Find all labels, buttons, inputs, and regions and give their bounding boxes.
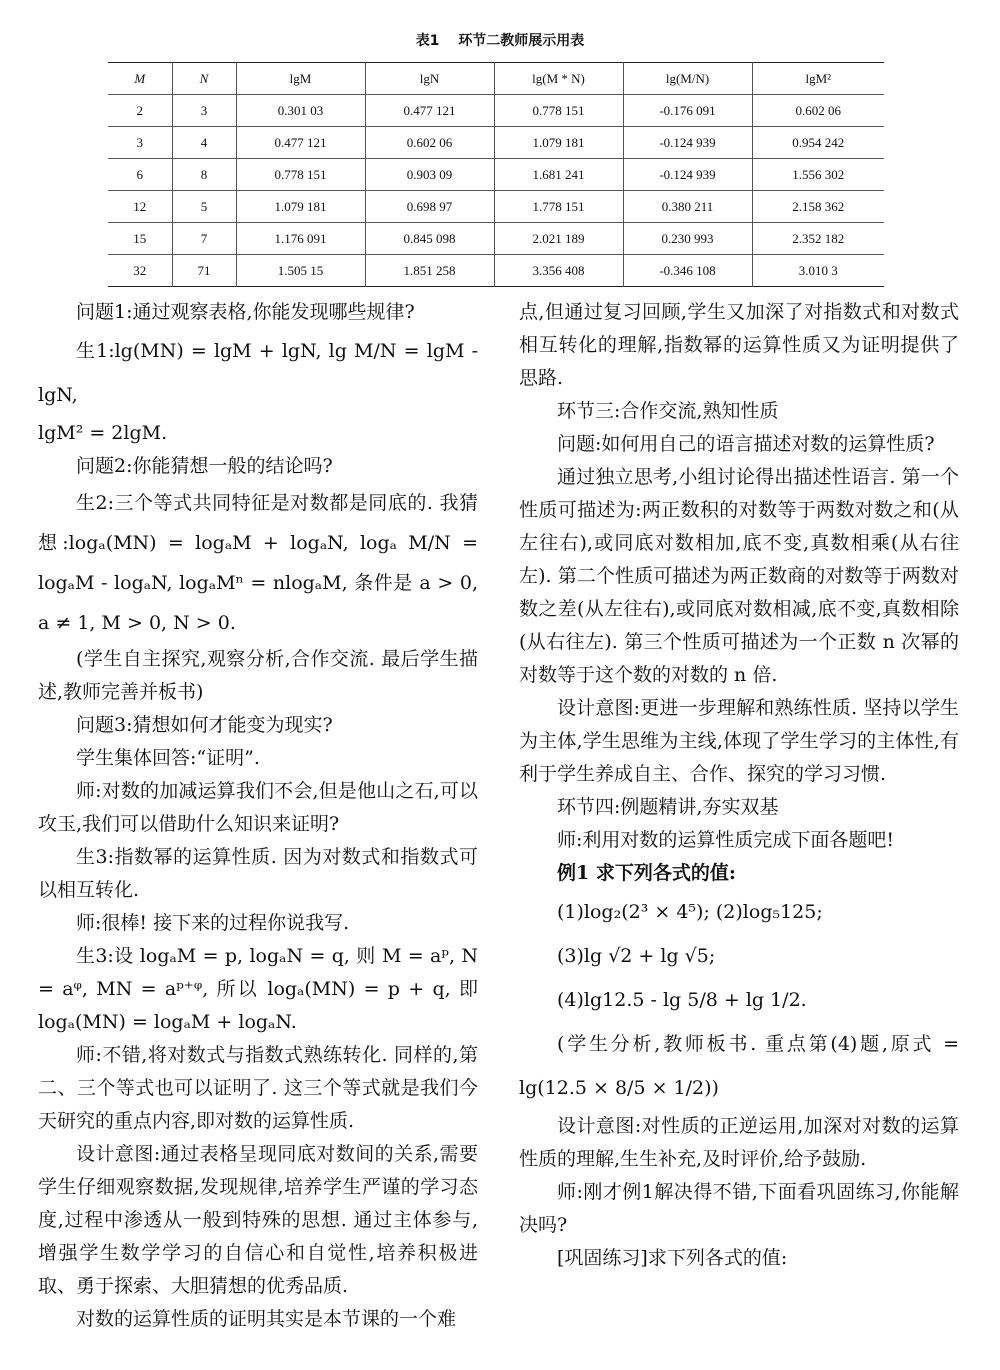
table-cell: 32 — [133, 262, 147, 278]
table-cell: 1.176 091 — [236, 223, 365, 255]
table-cell: 0.954 242 — [752, 127, 884, 159]
table-cell: 1.681 241 — [494, 159, 623, 191]
stage-3-question: 问题:如何用自己的语言描述对数的运算性质? — [557, 433, 935, 455]
header-lg-quotient: lg(M/N) — [623, 63, 752, 95]
table-cell: 0.602 06 — [365, 127, 494, 159]
header-n: N — [172, 63, 236, 95]
property-descriptions: 通过独立思考,小组讨论得出描述性语言. 第一个性质可描述为:两正数积的对数等于两数对数之和(从左往右),或同底对数相加,底不变,真数相乘(从右往左). 第二个性质可描述为两正数商的对数等于两数对数之差(从左往右),或同底对数相减,底不变,真数相除(从右往左). 第三个性质可描述为一个正数 n 次幂的对数等于这个数的对数的 n 倍. — [519, 466, 959, 686]
student-exploration-note: (学生自主探究,观察分析,合作交流. 最后学生描述,教师完善并板书) — [38, 648, 478, 703]
table-cell: -0.124 939 — [623, 159, 752, 191]
practice-prompt: [巩固练习]求下列各式的值: — [557, 1247, 788, 1269]
table-row — [108, 191, 884, 223]
table-row — [108, 223, 884, 255]
teacher-instruction: 师:利用对数的运算性质完成下面各题吧! — [557, 829, 895, 851]
table-cell: -0.124 939 — [623, 127, 752, 159]
table-cell: 4 — [172, 127, 236, 159]
student-1-answer: 生1:lg(MN) = lgM + lgN, lg M/N = lgM - lgN, — [38, 340, 478, 406]
student-1-answer-cont: lgM² = 2lgM. — [38, 422, 168, 444]
table-cell: 71 — [172, 255, 236, 287]
design-intent-3: 设计意图:对性质的正逆运用,加深对对数的运算性质的理解,生生补充,及时评价,给予鼓励. — [519, 1115, 959, 1170]
header-lg-product: lg(M * N) — [494, 63, 623, 95]
table-cell: 0.845 098 — [365, 223, 494, 255]
example-1-part-4: (4)lg12.5 - lg 5/8 + lg 1/2. — [557, 989, 807, 1011]
example-1-parts-1-2: (1)log₂(2³ × 4⁵); (2)log₅125; — [557, 901, 823, 923]
example-1-title: 例1 求下列各式的值: — [557, 862, 736, 884]
question-2: 问题2:你能猜想一般的结论吗? — [76, 455, 333, 477]
table-cell: 0.778 151 — [236, 159, 365, 191]
header-lgm: lgM — [236, 63, 365, 95]
table-cell: 8 — [172, 159, 236, 191]
student-3-proof: 生3:设 logₐM = p, logₐN = q, 则 M = aᵖ, N = aᵠ, MN = aᵖ⁺ᵠ, 所以 logₐ(MN) = p + q, 即logₐ(MN) = logₐM + logₐN. — [38, 945, 478, 1033]
table-caption-number: 表1 — [415, 33, 440, 49]
teacher-praise: 师:很棒! 接下来的过程你说我写. — [76, 912, 350, 934]
table-cell: 0.903 09 — [365, 159, 494, 191]
table-cell: 12 — [133, 198, 147, 214]
table-cell: 15 — [133, 230, 147, 246]
header-lg-square: lgM² — [752, 63, 884, 95]
table-cell: 0.230 993 — [623, 223, 752, 255]
table-caption — [0, 30, 1000, 50]
difficulty-continuation: 点,但通过复习回顾,学生又加深了对指数式和对数式相互转化的理解,指数幂的运算性质又为证明提供了思路. — [519, 301, 959, 389]
table-header-row — [108, 63, 884, 95]
table-row — [108, 127, 884, 159]
table-cell: 5 — [172, 191, 236, 223]
stage-3-heading: 环节三:合作交流,熟知性质 — [557, 400, 779, 422]
design-intent-2: 设计意图:更进一步理解和熟练性质. 坚持以学生为主体,学生思维为主线,体现了学生学习的主体性,有利于学生养成自主、合作、探究的学习习惯. — [519, 697, 959, 785]
table-row — [108, 95, 884, 127]
teacher-prompt: 师:对数的加减运算我们不会,但是他山之石,可以攻玉,我们可以借助什么知识来证明? — [38, 780, 478, 835]
table-cell: 7 — [172, 223, 236, 255]
table-cell: 1.778 151 — [494, 191, 623, 223]
table-row — [108, 159, 884, 191]
table-caption-title: 环节二教师展示用表 — [458, 33, 585, 49]
table-cell: 6 — [136, 166, 143, 182]
table-cell: 0.380 211 — [623, 191, 752, 223]
teacher-summary: 师:不错,将对数式与指数式熟练转化. 同样的,第二、三个等式也可以证明了. 这三个等式就是我们今天研究的重点内容,即对数的运算性质. — [38, 1044, 478, 1132]
table-row — [108, 255, 884, 287]
left-column — [38, 296, 478, 1336]
table-cell: 1.079 181 — [494, 127, 623, 159]
stage-4-heading: 环节四:例题精讲,夯实双基 — [557, 796, 779, 818]
teacher-transition: 师:刚才例1解决得不错,下面看巩固练习,你能解决吗? — [519, 1181, 959, 1236]
student-3-answer: 生3:指数幂的运算性质. 因为对数式和指数式可以相互转化. — [38, 846, 478, 901]
table-cell: 0.602 06 — [752, 95, 884, 127]
question-3: 问题3:猜想如何才能变为现实? — [76, 714, 333, 736]
table-cell: 3 — [172, 95, 236, 127]
table-cell: 1.556 302 — [752, 159, 884, 191]
student-2-conjecture: 生2:三个等式共同特征是对数都是同底的. 我猜想:logₐ(MN) = logₐM + logₐN, logₐ M/N = logₐM - logₐN, logₐMⁿ = nlogₐM, 条件是 a > 0, a ≠ 1, M > 0, N > 0. — [38, 492, 478, 634]
header-lgn: lgN — [365, 63, 494, 95]
table-cell: 0.477 121 — [365, 95, 494, 127]
question-1: 问题1:通过观察表格,你能发现哪些规律? — [76, 301, 415, 323]
header-m: M — [134, 70, 146, 86]
design-intent-1: 设计意图:通过表格呈现同底对数间的关系,需要学生仔细观察数据,发现规律,培养学生严谨的学习态度,过程中渗透从一般到特殊的思想. 通过主体参与,增强学生数学学习的自信心和自觉性,培养积极进取、勇于探索、大胆猜想的优秀品质. — [38, 1143, 478, 1297]
proof-difficulty-note: 对数的运算性质的证明其实是本节课的一个难 — [76, 1308, 457, 1330]
table-cell: 0.477 121 — [236, 127, 365, 159]
table-cell: 2.352 182 — [752, 223, 884, 255]
table-cell: 0.698 97 — [365, 191, 494, 223]
logarithm-table — [108, 62, 884, 287]
example-1-analysis: (学生分析,教师板书. 重点第(4)题,原式 = lg(12.5 × 8/5 × 1/2)) — [519, 1033, 959, 1099]
table-cell: 3.356 408 — [494, 255, 623, 287]
table-cell: 2.021 189 — [494, 223, 623, 255]
table-cell: 2.158 362 — [752, 191, 884, 223]
table-cell: -0.176 091 — [623, 95, 752, 127]
table-cell: 1.851 258 — [365, 255, 494, 287]
table-cell: 3 — [136, 134, 143, 150]
table-cell: 2 — [136, 102, 143, 118]
example-1-part-3: (3)lg √2 + lg √5; — [557, 945, 716, 967]
class-answer: 学生集体回答:“证明”. — [76, 747, 260, 769]
table-cell: 0.778 151 — [494, 95, 623, 127]
table-cell: 0.301 03 — [236, 95, 365, 127]
table-cell: -0.346 108 — [623, 255, 752, 287]
right-column — [519, 296, 959, 1275]
table-cell: 1.079 181 — [236, 191, 365, 223]
table-cell: 3.010 3 — [752, 255, 884, 287]
table-cell: 1.505 15 — [236, 255, 365, 287]
